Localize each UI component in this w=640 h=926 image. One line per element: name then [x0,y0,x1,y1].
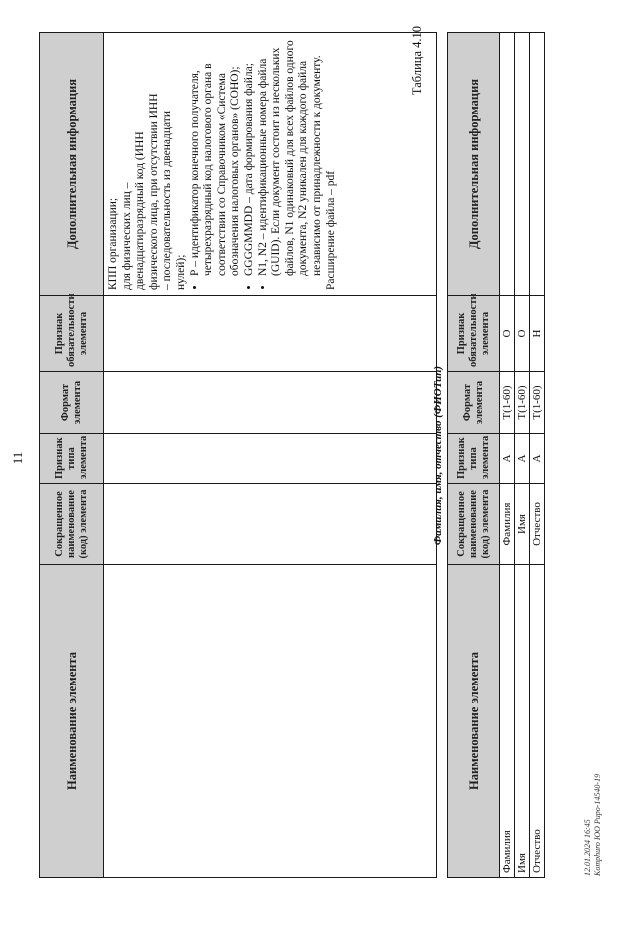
stamp-date: 12.01.2024 16:45 [583,819,592,876]
cell-code: Имя [515,484,530,565]
header-type: Признак типа элемента [40,434,104,484]
header-additional-info: Дополнительная информация [40,33,104,296]
file-extension-note: Расширение файла – pdf [324,170,337,290]
cell-name: Отчество [530,565,545,878]
cell-info [530,33,545,296]
element-table-continuation [39,32,437,878]
additional-info-cell [104,33,437,296]
table-row [515,33,530,878]
info-line: для физических лиц – [120,182,133,290]
table-row [500,33,515,878]
cell-type: А [530,434,545,484]
info-line: – последовательность из двенадцати [161,111,174,290]
cell-required: О [500,296,515,372]
info-line: КПП организации; [107,197,119,290]
cell-name: Фамилия [500,565,515,878]
table-row [530,33,545,878]
cell-type: А [515,434,530,484]
cell-required: Н [530,296,545,372]
cell-code: Фамилия [500,484,515,565]
header-short-code: Сокращенное наименование (код) элемента [40,484,104,565]
cell-format: T(1-60) [515,372,530,434]
cell-format: T(1-60) [500,372,515,434]
list-item: • N1, N2 – идентификационные номера файла (GUID). Если документ состоит из нескольких файлов, N1 одинаковый для всех файлов одного документа, N2 уникален для каждого файла независимо от принадлежности к документу. [257,38,325,276]
page-number: 11 [10,451,25,465]
cell-format: T(1-60) [530,372,545,434]
list-item: • GGGGMMDD – дата формирования файла; [243,38,257,276]
table-row [104,33,437,878]
stamp-id: Komphuro ЮО Pupo-14540-19 [593,773,602,876]
header-short-code: Сокращенное наименование (код) элемента [448,484,500,565]
cell-code: Отчество [530,484,545,565]
list-item: • Р – идентификатор конечного получателя, четырехразрядный код налогового органа в соответствии со Справочником «Система обозначения налоговых органов» (СОНО); [189,38,243,276]
header-required: Признак обязательности элемента [448,296,500,372]
fio-type-table [447,32,545,878]
header-required: Признак обязательности элемента [40,296,104,372]
table-number: Таблица 4.10 [410,26,424,96]
info-bullet-list [189,38,325,290]
header-element-name: Наименование элемента [40,565,104,878]
table-header-row [448,33,500,878]
info-line: физического лица, при отсутствии ИНН [147,93,160,290]
print-stamp [583,616,603,876]
info-line: двенадцатиразрядный код (ИНН [134,131,147,290]
cell-info [500,33,515,296]
table-header-row [40,33,104,878]
cell-info [515,33,530,296]
header-format: Формат элемента [40,372,104,434]
cell-name: Имя [515,565,530,878]
cell-required: О [515,296,530,372]
table-title: Фамилия, имя, отчество (ФИОТип) [432,365,444,546]
info-line: нулей); [174,254,187,290]
header-additional-info: Дополнительная информация [448,33,500,296]
header-type: Признак типа элемента [448,434,500,484]
header-element-name: Наименование элемента [448,565,500,878]
header-format: Формат элемента [448,372,500,434]
cell-type: А [500,434,515,484]
